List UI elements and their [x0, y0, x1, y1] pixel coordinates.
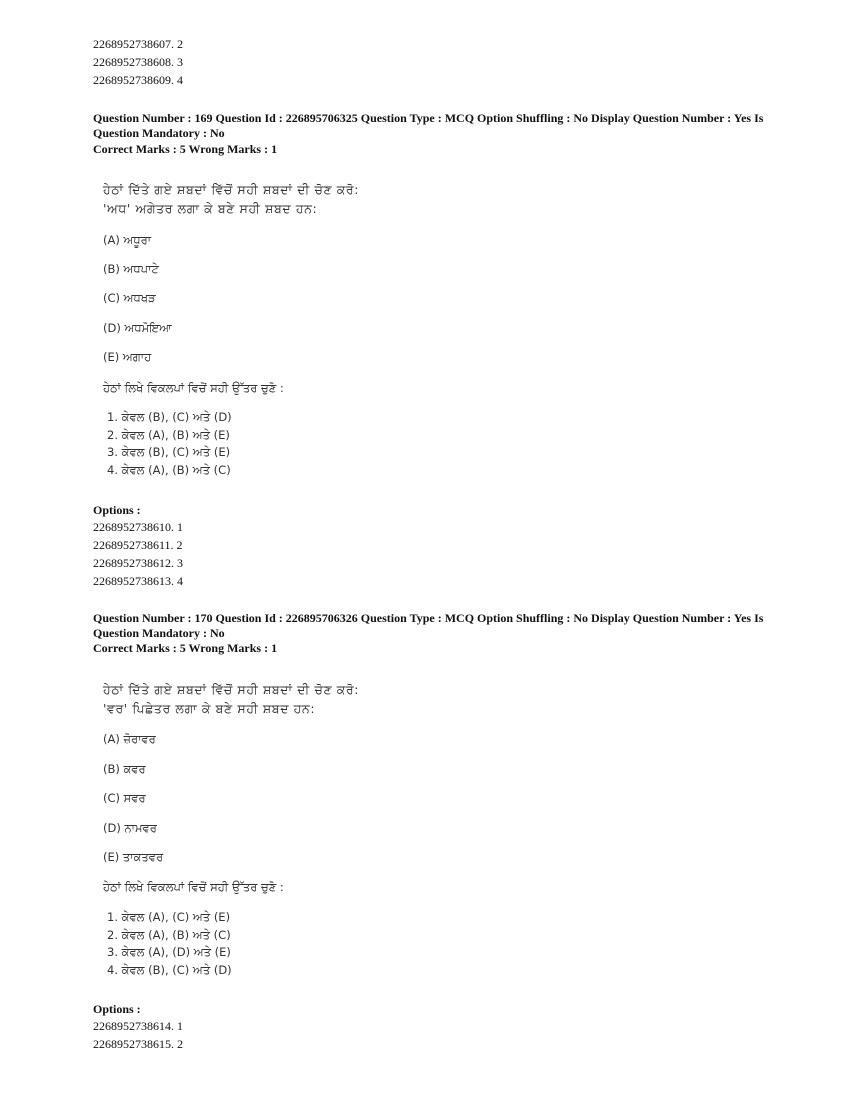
- option-id: 2268952738612. 3: [93, 556, 183, 570]
- choice-prompt: ਹੇਠਾਂ ਲਿਖੇ ਵਿਕਲਪਾਂ ਵਿਚੋਂ ਸਹੀ ਉੱਤਰ ਚੁਣੋ :: [103, 381, 284, 395]
- statement-c: (C) ਅਧਖੜ: [103, 291, 156, 305]
- choice-3: 3. ਕੇਵਲ (B), (C) ਅਤੇ (E): [107, 445, 231, 459]
- statement-c: (C) ਸਵਰ: [103, 791, 146, 805]
- choice-prompt: ਹੇਠਾਂ ਲਿਖੇ ਵਿਕਲਪਾਂ ਵਿਚੋਂ ਸਹੀ ਉੱਤਰ ਚੁਣੋ :: [103, 880, 284, 894]
- option-id: 2268952738610. 1: [93, 520, 183, 534]
- question-instruction: ਹੇਠਾਂ ਦਿੱਤੇ ਗਏ ਸ਼ਬਦਾਂ ਵਿੱਚੋਂ ਸਹੀ ਸ਼ਬਦਾਂ ਦੀ ਚੋਣ ਕਰੋ:: [103, 682, 360, 697]
- option-id: 2268952738615. 2: [93, 1037, 183, 1051]
- question-meta: Question Number : 170 Question Id : 226895706326 Question Type : MCQ Option Shuffling : No Display Question Number : Yes Is Question Mandatory : No: [93, 611, 764, 640]
- choice-1: 1. ਕੇਵਲ (A), (C) ਅਤੇ (E): [107, 910, 231, 924]
- statement-a: (A) ਅਧੂਰਾ: [103, 233, 152, 247]
- statement-e: (E) ਤਾਕਤਵਰ: [103, 850, 164, 864]
- option-id: 2268952738613. 4: [93, 574, 183, 588]
- option-id: 2268952738614. 1: [93, 1019, 183, 1033]
- question-marks: Correct Marks : 5 Wrong Marks : 1: [93, 641, 278, 655]
- option-id: 2268952738611. 2: [93, 538, 183, 552]
- question-meta: Question Number : 169 Question Id : 226895706325 Question Type : MCQ Option Shuffling : No Display Question Number : Yes Is Question Mandatory : No: [93, 111, 764, 140]
- option-id: 2268952738607. 2: [93, 37, 183, 51]
- statement-e: (E) ਅਗਾਹ: [103, 350, 152, 364]
- statement-b: (B) ਅਧਪਾਟੇ: [103, 262, 159, 276]
- options-label: Options :: [93, 1002, 141, 1016]
- choice-4: 4. ਕੇਵਲ (B), (C) ਅਤੇ (D): [107, 963, 232, 977]
- choice-4: 4. ਕੇਵਲ (A), (B) ਅਤੇ (C): [107, 463, 231, 477]
- choice-2: 2. ਕੇਵਲ (A), (B) ਅਤੇ (E): [107, 428, 230, 442]
- statement-d: (D) ਨਾਮਵਰ: [103, 821, 157, 835]
- question-instruction-2: 'ਅਧ' ਅਗੇਤਰ ਲਗਾ ਕੇ ਬਣੇ ਸਹੀ ਸ਼ਬਦ ਹਨ:: [103, 201, 318, 216]
- choice-3: 3. ਕੇਵਲ (A), (D) ਅਤੇ (E): [107, 945, 231, 959]
- option-id: 2268952738608. 3: [93, 55, 183, 69]
- statement-d: (D) ਅਧਮੋਇਆ: [103, 321, 172, 335]
- question-instruction-2: 'ਵਰ' ਪਿਛੇਤਰ ਲਗਾ ਕੇ ਬਣੇ ਸਹੀ ਸ਼ਬਦ ਹਨ:: [103, 701, 316, 716]
- question-instruction: ਹੇਠਾਂ ਦਿੱਤੇ ਗਏ ਸ਼ਬਦਾਂ ਵਿੱਚੋਂ ਸਹੀ ਸ਼ਬਦਾਂ ਦੀ ਚੋਣ ਕਰੋ:: [103, 182, 360, 197]
- choice-2: 2. ਕੇਵਲ (A), (B) ਅਤੇ (C): [107, 928, 231, 942]
- options-label: Options :: [93, 503, 141, 517]
- choice-1: 1. ਕੇਵਲ (B), (C) ਅਤੇ (D): [107, 410, 232, 424]
- question-marks: Correct Marks : 5 Wrong Marks : 1: [93, 142, 278, 156]
- option-id: 2268952738609. 4: [93, 73, 183, 87]
- statement-b: (B) ਕਵਰ: [103, 762, 146, 776]
- statement-a: (A) ਜ਼ੋਰਾਵਰ: [103, 732, 156, 746]
